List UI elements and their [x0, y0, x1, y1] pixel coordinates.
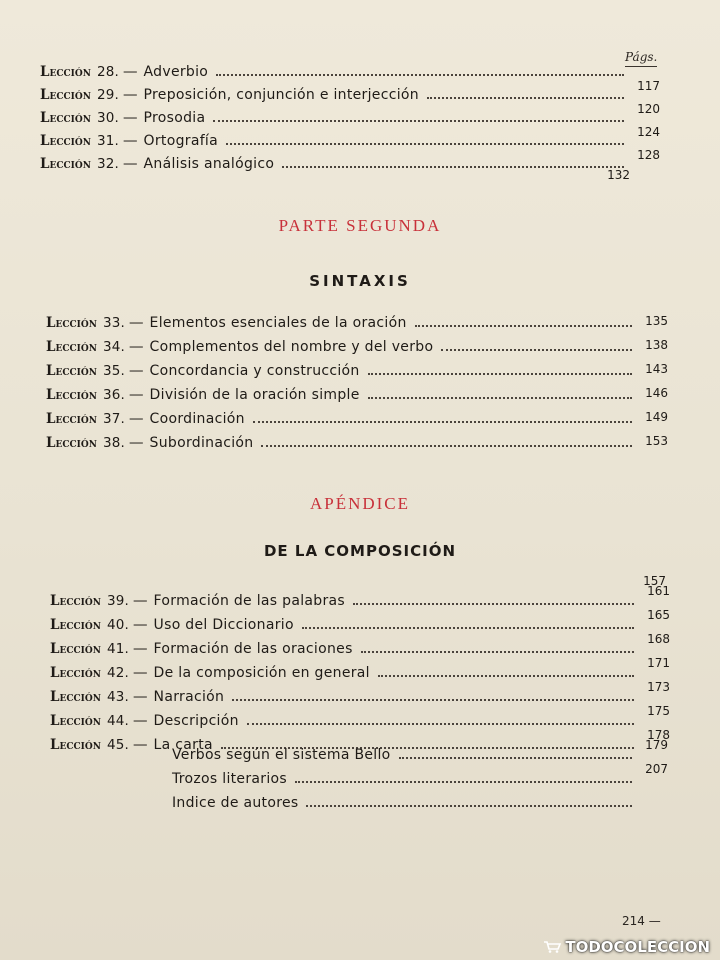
leccion-label: Lección: [46, 314, 97, 331]
dot-leader: [427, 97, 624, 99]
dot-leader: [441, 349, 632, 351]
lesson-number: 37.: [102, 410, 126, 427]
lesson-number: 44.: [106, 712, 130, 729]
lesson-number: 43.: [106, 688, 130, 705]
toc-page-number: 157: [643, 574, 666, 588]
lesson-title: Elementos esenciales de la oración: [149, 315, 407, 331]
lesson-number: 31.: [96, 132, 120, 149]
dot-leader: [415, 325, 632, 327]
lesson-title: Ortografía: [143, 133, 218, 149]
lesson-number: 28.: [96, 63, 120, 80]
dot-leader: [282, 166, 624, 168]
lesson-number: 32.: [96, 155, 120, 172]
toc-entry: [172, 764, 668, 786]
toc-page-number: 165: [647, 608, 670, 622]
toc-entry: [50, 706, 670, 728]
lesson-title: De la composición en general: [153, 665, 370, 681]
dot-leader: [368, 397, 632, 399]
watermark-text: TODOCOLECCION: [565, 938, 710, 956]
lesson-title: Descripción: [153, 713, 239, 729]
leccion-label: Lección: [50, 640, 101, 657]
lesson-title: Narración: [153, 689, 225, 705]
toc-entry: [46, 404, 668, 426]
dot-leader: [216, 74, 624, 76]
dot-leader: [232, 699, 634, 701]
dot-leader: [302, 627, 634, 629]
lesson-title: Formación de las oraciones: [153, 641, 353, 657]
leccion-label: Lección: [46, 434, 97, 451]
dot-leader: [306, 805, 632, 807]
leccion-label: Lección: [40, 63, 91, 80]
leccion-label: Lección: [40, 155, 91, 172]
toc-entry: [50, 682, 670, 704]
toc-entry: [46, 356, 668, 378]
appendix-title: Indice de autores: [172, 795, 299, 811]
watermark: [543, 938, 710, 956]
lesson-title: División de la oración simple: [149, 387, 360, 403]
leccion-label: Lección: [40, 132, 91, 149]
lesson-title: Subordinación: [149, 435, 254, 451]
toc-page-number: 124: [637, 125, 660, 139]
toc-page-number: 175: [647, 704, 670, 718]
toc-page-number: 132: [607, 168, 630, 182]
pages-column-label: Págs.: [625, 50, 657, 67]
leccion-label: Lección: [50, 712, 101, 729]
leccion-label: Lección: [50, 616, 101, 633]
toc-page-number: 173: [647, 680, 670, 694]
leccion-label: Lección: [50, 688, 101, 705]
dot-leader: [261, 445, 632, 447]
dash-separator: —: [133, 712, 148, 729]
dash-separator: —: [129, 362, 144, 379]
toc-page-number: 171: [647, 656, 670, 670]
toc-entry: [172, 788, 668, 810]
leccion-label: Lección: [46, 410, 97, 427]
lesson-title: Prosodia: [143, 110, 206, 126]
dot-leader: [353, 603, 634, 605]
lesson-number: 40.: [106, 616, 130, 633]
toc-page-number: 128: [637, 148, 660, 162]
footer-page-number: 214 —: [622, 914, 661, 928]
toc-entry: [50, 586, 670, 608]
composicion-heading: DE LA COMPOSICIÓN: [263, 542, 457, 560]
dash-separator: —: [133, 616, 148, 633]
sintaxis-heading: SINTAXIS: [309, 272, 411, 290]
toc-entry: [172, 740, 668, 762]
lesson-number: 38.: [102, 434, 126, 451]
dash-separator: —: [133, 688, 148, 705]
toc-page-number: 168: [647, 632, 670, 646]
dot-leader: [213, 120, 624, 122]
toc-page-number: 178: [647, 728, 670, 742]
leccion-label: Lección: [46, 338, 97, 355]
dash-separator: —: [123, 86, 138, 103]
lesson-title: Análisis analógico: [143, 156, 275, 172]
leccion-label: Lección: [50, 664, 101, 681]
dot-leader: [295, 781, 632, 783]
lesson-title: Formación de las palabras: [153, 593, 345, 609]
toc-entry: [46, 380, 668, 402]
dash-separator: —: [133, 664, 148, 681]
dot-leader: [378, 675, 634, 677]
dash-separator: —: [129, 386, 144, 403]
lesson-number: 33.: [102, 314, 126, 331]
dash-separator: —: [129, 410, 144, 427]
toc-page-number: 120: [637, 102, 660, 116]
lesson-number: 30.: [96, 109, 120, 126]
toc-page-number: 149: [645, 410, 668, 424]
toc-entry: [40, 103, 660, 125]
lesson-title: Complementos del nombre y del verbo: [149, 339, 434, 355]
toc-entry: [46, 308, 668, 330]
toc-page-number: 135: [645, 314, 668, 328]
lesson-title: Coordinación: [149, 411, 245, 427]
dot-leader: [226, 143, 624, 145]
leccion-label: Lección: [40, 109, 91, 126]
toc-page-number: 179: [645, 738, 668, 752]
dot-leader: [247, 723, 634, 725]
dot-leader: [253, 421, 632, 423]
toc-page-number: 143: [645, 362, 668, 376]
dash-separator: —: [133, 592, 148, 609]
toc-entry: [40, 126, 660, 148]
leccion-label: Lección: [40, 86, 91, 103]
lesson-title: Adverbio: [143, 64, 209, 80]
dash-separator: —: [123, 109, 138, 126]
dash-separator: —: [123, 132, 138, 149]
dot-leader: [399, 757, 632, 759]
leccion-label: Lección: [50, 736, 101, 753]
lesson-number: 39.: [106, 592, 130, 609]
toc-entry: [46, 428, 668, 450]
lesson-title: La carta: [153, 737, 213, 753]
toc-page-number: 161: [647, 584, 670, 598]
leccion-label: Lección: [46, 386, 97, 403]
leccion-label: Lección: [50, 592, 101, 609]
toc-page-number: 146: [645, 386, 668, 400]
dash-separator: —: [123, 155, 138, 172]
appendix-title: Trozos literarios: [172, 771, 287, 787]
dash-separator: —: [133, 640, 148, 657]
dash-separator: —: [129, 314, 144, 331]
lesson-number: 29.: [96, 86, 120, 103]
appendix-heading: APÉNDICE: [309, 494, 411, 513]
toc-entry: [40, 149, 660, 171]
dash-separator: —: [129, 338, 144, 355]
leccion-label: Lección: [46, 362, 97, 379]
toc-entry: [40, 57, 660, 79]
lesson-title: Uso del Diccionario: [153, 617, 294, 633]
lesson-title: Preposición, conjunción e interjección: [143, 87, 419, 103]
toc-page-number: 138: [645, 338, 668, 352]
lesson-title: Concordancia y construcción: [149, 363, 360, 379]
toc-page-number: 207: [645, 762, 668, 776]
toc-entry: [50, 610, 670, 632]
toc-page-number: 117: [637, 79, 660, 93]
toc-entry: [50, 634, 670, 656]
toc-entry: [46, 332, 668, 354]
lesson-number: 36.: [102, 386, 126, 403]
dash-separator: —: [129, 434, 144, 451]
lesson-number: 42.: [106, 664, 130, 681]
appendix-title: Verbos según el sistema Bello: [172, 747, 391, 763]
cart-icon: [543, 941, 561, 953]
dot-leader: [361, 651, 634, 653]
dash-separator: —: [123, 63, 138, 80]
dash-separator: —: [133, 736, 148, 753]
part-two-heading: PARTE SEGUNDA: [278, 216, 442, 235]
toc-page-number: 153: [645, 434, 668, 448]
toc-entry: [50, 658, 670, 680]
lesson-number: 34.: [102, 338, 126, 355]
lesson-number: 35.: [102, 362, 126, 379]
lesson-number: 41.: [106, 640, 130, 657]
toc-entry: [40, 80, 660, 102]
dot-leader: [368, 373, 632, 375]
lesson-number: 45.: [106, 736, 130, 753]
